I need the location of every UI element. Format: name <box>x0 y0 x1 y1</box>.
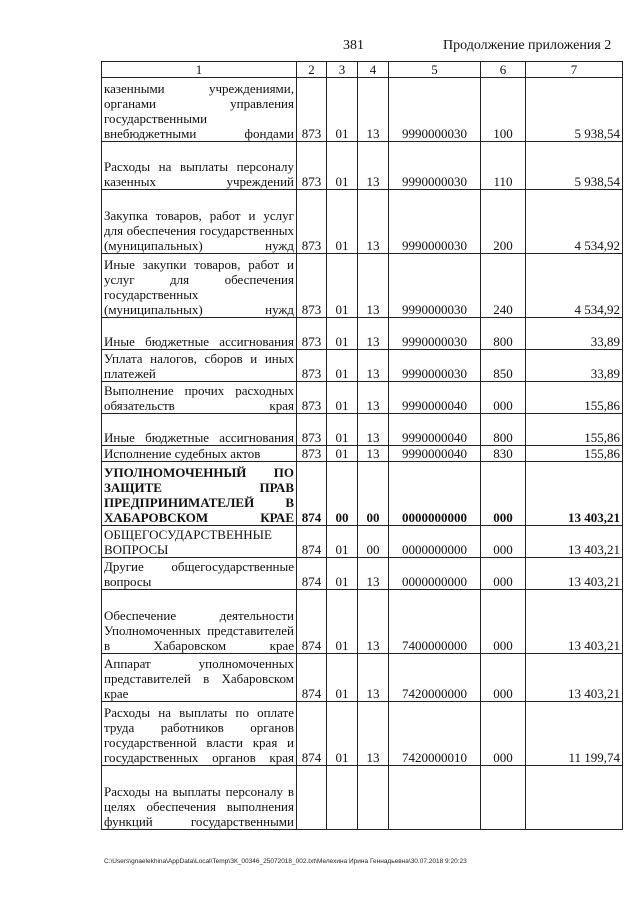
table-row <box>102 462 623 526</box>
row-name: Обеспечение деятельности Уполномоченных представителей в Хабаровском крае <box>102 590 297 654</box>
table-row <box>102 766 623 830</box>
cell-amount: 33,89 <box>526 318 623 350</box>
cell-target: 9990000030 <box>389 254 481 318</box>
cell-admin: 873 <box>297 414 327 446</box>
cell-subsection <box>358 766 389 830</box>
row-name: Выполнение прочих расходных обязательств края <box>102 382 297 414</box>
cell-expense-type: 100 <box>481 78 526 142</box>
column-header: 4 <box>358 62 389 78</box>
column-header: 2 <box>297 62 327 78</box>
cell-amount <box>526 766 623 830</box>
cell-amount: 4 534,92 <box>526 190 623 254</box>
table-row <box>102 654 623 702</box>
cell-target: 0000000000 <box>389 558 481 590</box>
cell-section: 01 <box>327 558 358 590</box>
cell-subsection: 13 <box>358 558 389 590</box>
row-name: Исполнение судебных актов <box>102 446 297 462</box>
cell-admin <box>297 766 327 830</box>
cell-target: 7400000000 <box>389 590 481 654</box>
table-row <box>102 526 623 558</box>
cell-amount: 13 403,21 <box>526 526 623 558</box>
cell-admin: 873 <box>297 446 327 462</box>
table-row <box>102 414 623 446</box>
row-name: Расходы на выплаты по оплате труда работников органов государственной власти края и государственных органов края <box>102 702 297 766</box>
cell-admin: 874 <box>297 526 327 558</box>
cell-target: 9990000040 <box>389 414 481 446</box>
table-row <box>102 318 623 350</box>
cell-expense-type: 110 <box>481 142 526 190</box>
cell-subsection: 13 <box>358 318 389 350</box>
cell-admin: 873 <box>297 254 327 318</box>
cell-target: 9990000030 <box>389 78 481 142</box>
cell-admin: 873 <box>297 142 327 190</box>
column-header: 6 <box>481 62 526 78</box>
cell-amount: 5 938,54 <box>526 78 623 142</box>
cell-target: 9990000040 <box>389 382 481 414</box>
cell-target: 0000000000 <box>389 526 481 558</box>
cell-admin: 873 <box>297 190 327 254</box>
cell-amount: 155,86 <box>526 446 623 462</box>
cell-subsection: 00 <box>358 526 389 558</box>
cell-section: 01 <box>327 414 358 446</box>
budget-table <box>101 61 623 830</box>
cell-target: 0000000000 <box>389 462 481 526</box>
row-name: Расходы на выплаты персоналу в целях обеспечения выполнения функций государственными <box>102 766 297 830</box>
cell-subsection: 13 <box>358 254 389 318</box>
table-row <box>102 190 623 254</box>
cell-section <box>327 766 358 830</box>
cell-expense-type: 000 <box>481 590 526 654</box>
cell-admin: 874 <box>297 462 327 526</box>
cell-expense-type: 000 <box>481 702 526 766</box>
cell-section: 01 <box>327 350 358 382</box>
cell-target: 7420000000 <box>389 654 481 702</box>
cell-amount: 13 403,21 <box>526 558 623 590</box>
cell-subsection: 13 <box>358 414 389 446</box>
cell-expense-type: 000 <box>481 382 526 414</box>
cell-amount: 11 199,74 <box>526 702 623 766</box>
cell-admin: 873 <box>297 78 327 142</box>
cell-section: 01 <box>327 654 358 702</box>
cell-section: 01 <box>327 590 358 654</box>
table-row <box>102 350 623 382</box>
row-name: Иные бюджетные ассигнования <box>102 414 297 446</box>
table-row <box>102 254 623 318</box>
cell-target: 9990000030 <box>389 350 481 382</box>
cell-admin: 874 <box>297 590 327 654</box>
cell-admin: 873 <box>297 382 327 414</box>
table-row <box>102 446 623 462</box>
cell-section: 01 <box>327 142 358 190</box>
page-number: 381 <box>343 38 364 53</box>
row-name: Уплата налогов, сборов и иных платежей <box>102 350 297 382</box>
cell-expense-type: 240 <box>481 254 526 318</box>
cell-section: 01 <box>327 382 358 414</box>
cell-subsection: 13 <box>358 702 389 766</box>
cell-section: 01 <box>327 318 358 350</box>
cell-expense-type: 850 <box>481 350 526 382</box>
cell-subsection: 13 <box>358 590 389 654</box>
table-header-row <box>102 62 623 78</box>
cell-amount: 4 534,92 <box>526 254 623 318</box>
row-name: УПОЛНОМОЧЕННЫЙ ПО ЗАЩИТЕ ПРАВ ПРЕДПРИНИМАТЕЛЕЙ В ХАБАРОВСКОМ КРАЕ <box>102 462 297 526</box>
cell-section: 01 <box>327 254 358 318</box>
cell-admin: 873 <box>297 350 327 382</box>
continuation-label: Продолжение приложения 2 <box>443 38 612 53</box>
cell-section: 01 <box>327 446 358 462</box>
cell-section: 01 <box>327 78 358 142</box>
cell-section: 00 <box>327 462 358 526</box>
cell-amount: 13 403,21 <box>526 590 623 654</box>
cell-expense-type: 000 <box>481 558 526 590</box>
cell-target: 9990000040 <box>389 446 481 462</box>
cell-admin: 874 <box>297 558 327 590</box>
row-name: Иные бюджетные ассигнования <box>102 318 297 350</box>
cell-expense-type: 000 <box>481 526 526 558</box>
row-name: Другие общегосударственные вопросы <box>102 558 297 590</box>
cell-expense-type: 000 <box>481 654 526 702</box>
cell-target: 9990000030 <box>389 318 481 350</box>
cell-amount: 13 403,21 <box>526 462 623 526</box>
cell-amount: 155,86 <box>526 414 623 446</box>
cell-admin: 874 <box>297 702 327 766</box>
cell-target: 9990000030 <box>389 190 481 254</box>
table-row <box>102 702 623 766</box>
row-name: ОБЩЕГОСУДАРСТВЕННЫЕ ВОПРОСЫ <box>102 526 297 558</box>
cell-expense-type: 200 <box>481 190 526 254</box>
cell-admin: 873 <box>297 318 327 350</box>
column-header: 5 <box>389 62 481 78</box>
cell-subsection: 13 <box>358 446 389 462</box>
footer-file-path: C:\Users\gnaelekhina\AppData\Local\Temp\ЗК_00346_25072018_002.txt\Мелехина Ирина Геннадьевна\30.07.2018 9:20:23 <box>104 858 467 865</box>
cell-subsection: 00 <box>358 462 389 526</box>
cell-amount: 155,86 <box>526 382 623 414</box>
cell-subsection: 13 <box>358 142 389 190</box>
row-name: Расходы на выплаты персоналу казенных учреждений <box>102 142 297 190</box>
cell-subsection: 13 <box>358 350 389 382</box>
cell-expense-type: 830 <box>481 446 526 462</box>
cell-section: 01 <box>327 190 358 254</box>
cell-expense-type <box>481 766 526 830</box>
row-name: Иные закупки товаров, работ и услуг для обеспечения государственных (муниципальных) нужд <box>102 254 297 318</box>
cell-expense-type: 800 <box>481 318 526 350</box>
cell-section: 01 <box>327 526 358 558</box>
cell-target: 9990000030 <box>389 142 481 190</box>
table-row <box>102 78 623 142</box>
row-name: Закупка товаров, работ и услуг для обеспечения государственных (муниципальных) нужд <box>102 190 297 254</box>
cell-subsection: 13 <box>358 78 389 142</box>
row-name: казенными учреждениями, органами управления государственными внебюджетными фондами <box>102 78 297 142</box>
cell-section: 01 <box>327 702 358 766</box>
column-header: 1 <box>102 62 297 78</box>
cell-amount: 13 403,21 <box>526 654 623 702</box>
cell-subsection: 13 <box>358 382 389 414</box>
cell-admin: 874 <box>297 654 327 702</box>
cell-target: 7420000010 <box>389 702 481 766</box>
cell-expense-type: 000 <box>481 462 526 526</box>
column-header: 7 <box>526 62 623 78</box>
cell-subsection: 13 <box>358 190 389 254</box>
cell-amount: 33,89 <box>526 350 623 382</box>
table-row <box>102 590 623 654</box>
table-row <box>102 382 623 414</box>
cell-target <box>389 766 481 830</box>
cell-amount: 5 938,54 <box>526 142 623 190</box>
table-row <box>102 142 623 190</box>
cell-subsection: 13 <box>358 654 389 702</box>
row-name: Аппарат уполномоченных представителей в Хабаровском крае <box>102 654 297 702</box>
column-header: 3 <box>327 62 358 78</box>
table-row <box>102 558 623 590</box>
cell-expense-type: 800 <box>481 414 526 446</box>
